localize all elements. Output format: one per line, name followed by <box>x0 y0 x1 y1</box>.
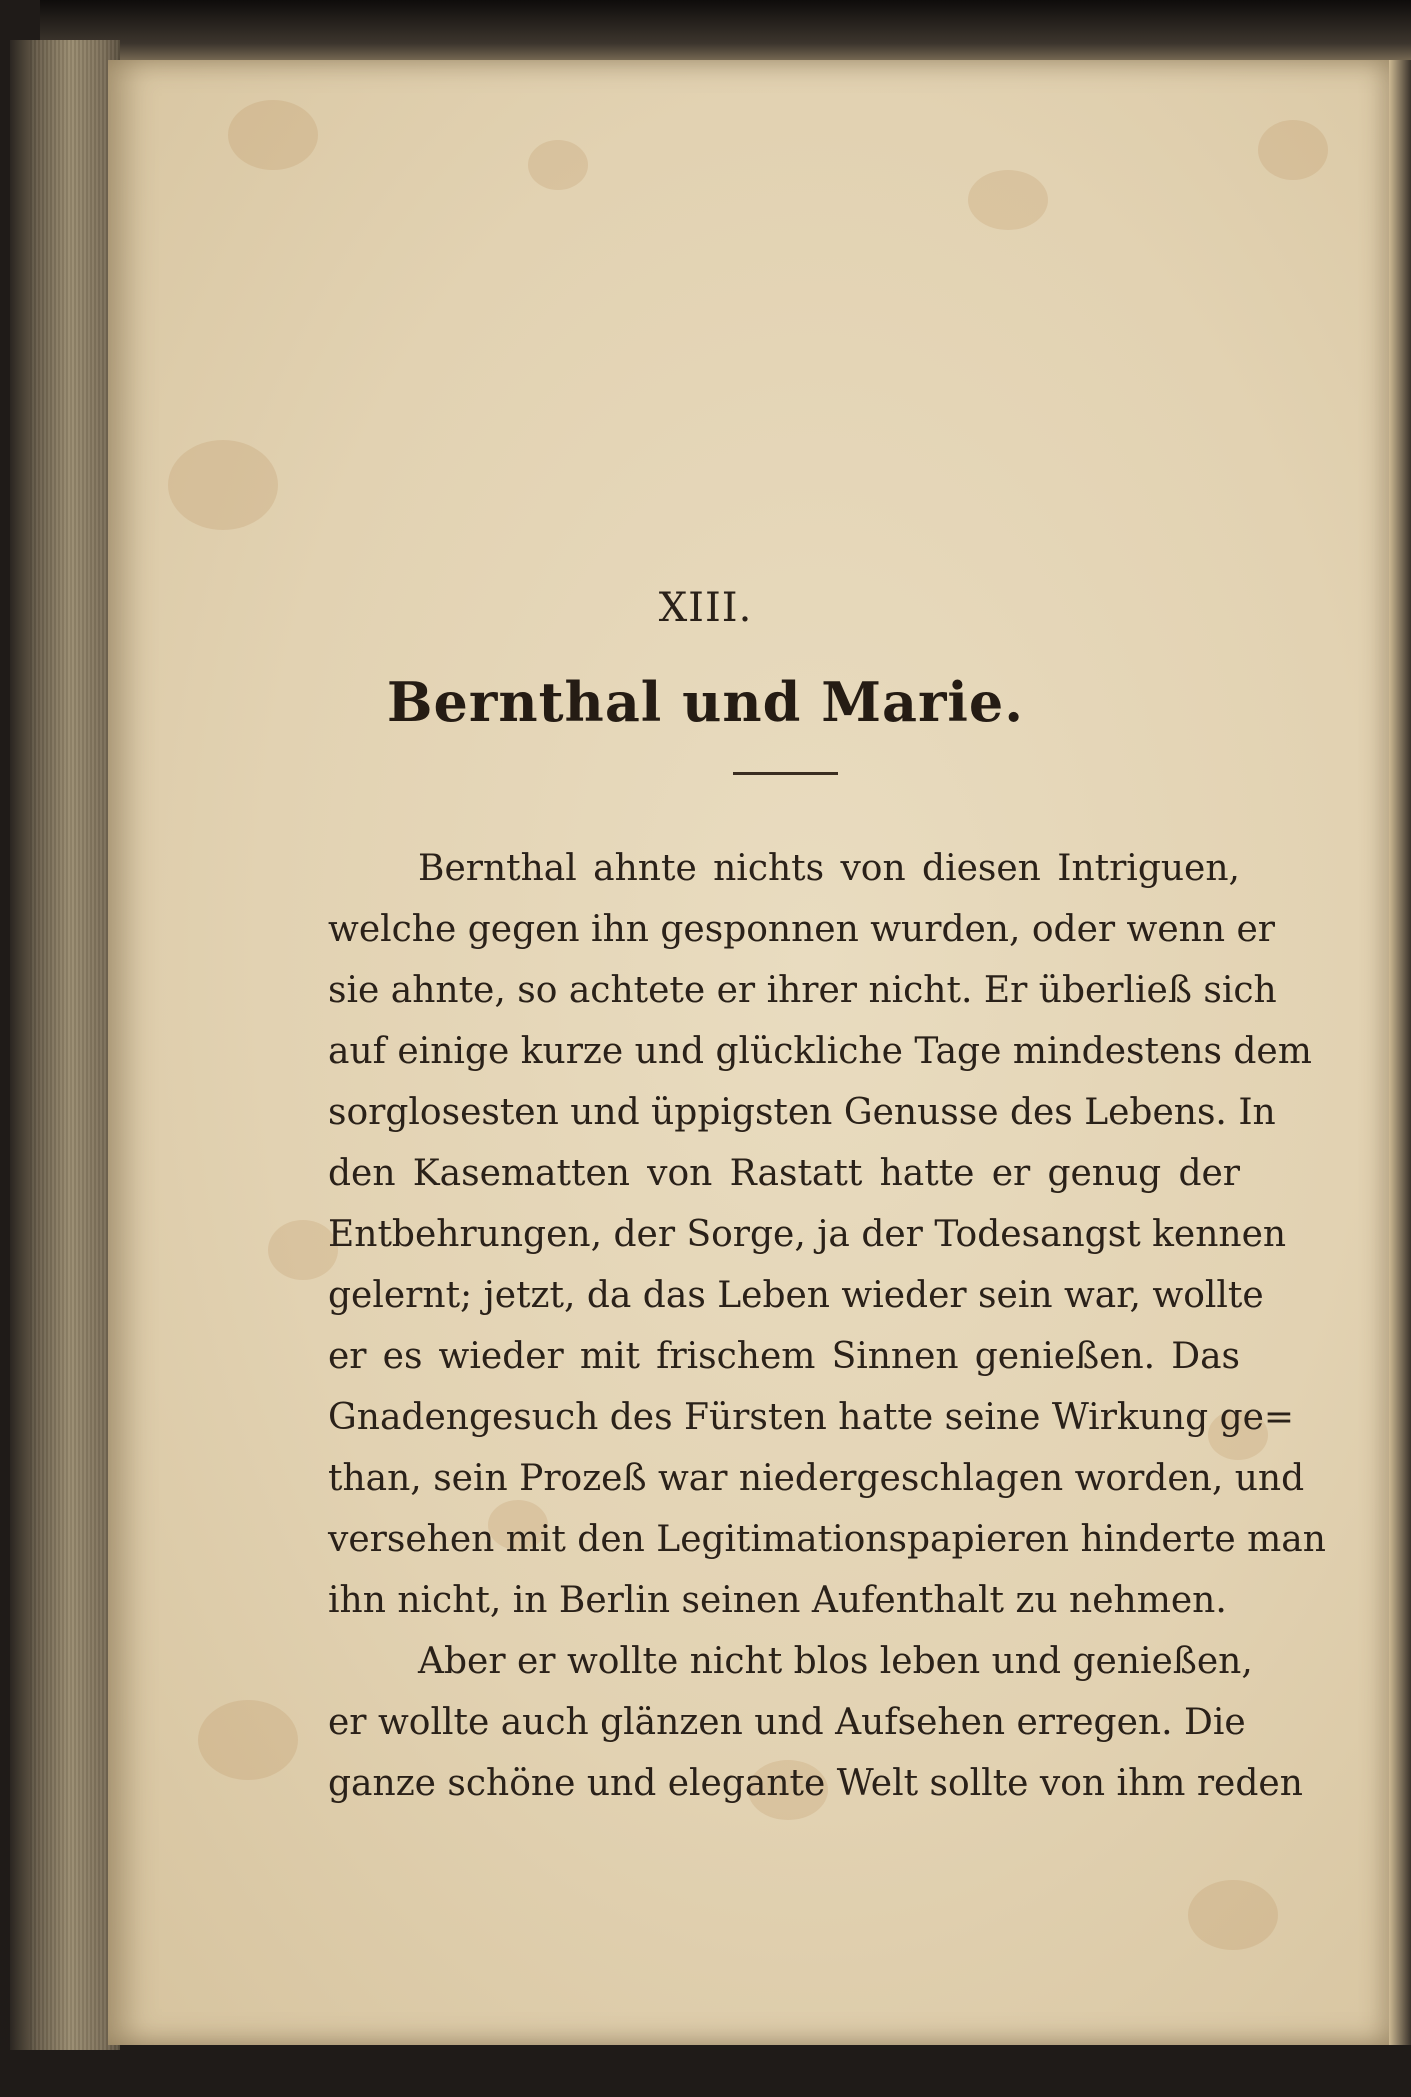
foxing-spot <box>198 1700 298 1780</box>
foxing-spot <box>168 440 278 530</box>
title-rule <box>733 772 838 775</box>
foxing-spot <box>528 140 588 190</box>
page-block-lines <box>30 40 120 2050</box>
foxing-spot <box>1188 1880 1278 1950</box>
chapter-number: XIII. <box>658 585 753 631</box>
book-top-edge <box>40 0 1411 62</box>
text-line: gelernt; jetzt, da das Leben wieder sein war, wollte <box>328 1275 1264 1316</box>
chapter-title: Bernthal und Marie. <box>386 670 1025 734</box>
text-line: welche gegen ihn gesponnen wurden, oder wenn er <box>328 909 1275 950</box>
text-line: Entbehrungen, der Sorge, ja der Todesangst kennen <box>328 1214 1287 1255</box>
text-line: versehen mit den Legitimationspapieren hinderte man <box>328 1519 1326 1560</box>
page-right-edge <box>1389 60 1411 2045</box>
text-line: auf einige kurze und glückliche Tage mindestens dem <box>328 1031 1312 1072</box>
text-line: er es wieder mit frischem Sinnen genießen. Das <box>328 1336 1240 1377</box>
text-line: den Kasematten von Rastatt hatte er genug der <box>328 1153 1240 1194</box>
text-line: Bernthal ahnte nichts von diesen Intriguen, <box>418 848 1240 889</box>
foxing-spot <box>228 100 318 170</box>
body-text <box>328 838 1326 1814</box>
text-line: sorglosesten und üppigsten Genusse des Lebens. In <box>328 1092 1276 1133</box>
text-line: ihn nicht, in Berlin seinen Aufenthalt zu nehmen. <box>328 1580 1227 1621</box>
text-line: Aber er wollte nicht blos leben und genießen, <box>418 1641 1253 1682</box>
text-line: er wollte auch glänzen und Aufsehen erregen. Die <box>328 1702 1246 1743</box>
text-line: ganze schöne und elegante Welt sollte von ihm reden <box>328 1763 1303 1804</box>
foxing-spot <box>1258 120 1328 180</box>
text-line: Gnadengesuch des Fürsten hatte seine Wirkung ge= <box>328 1397 1295 1438</box>
text-line: than, sein Prozeß war niedergeschlagen worden, und <box>328 1458 1305 1499</box>
text-line: sie ahnte, so achtete er ihrer nicht. Er überließ sich <box>328 970 1277 1011</box>
foxing-spot <box>968 170 1048 230</box>
